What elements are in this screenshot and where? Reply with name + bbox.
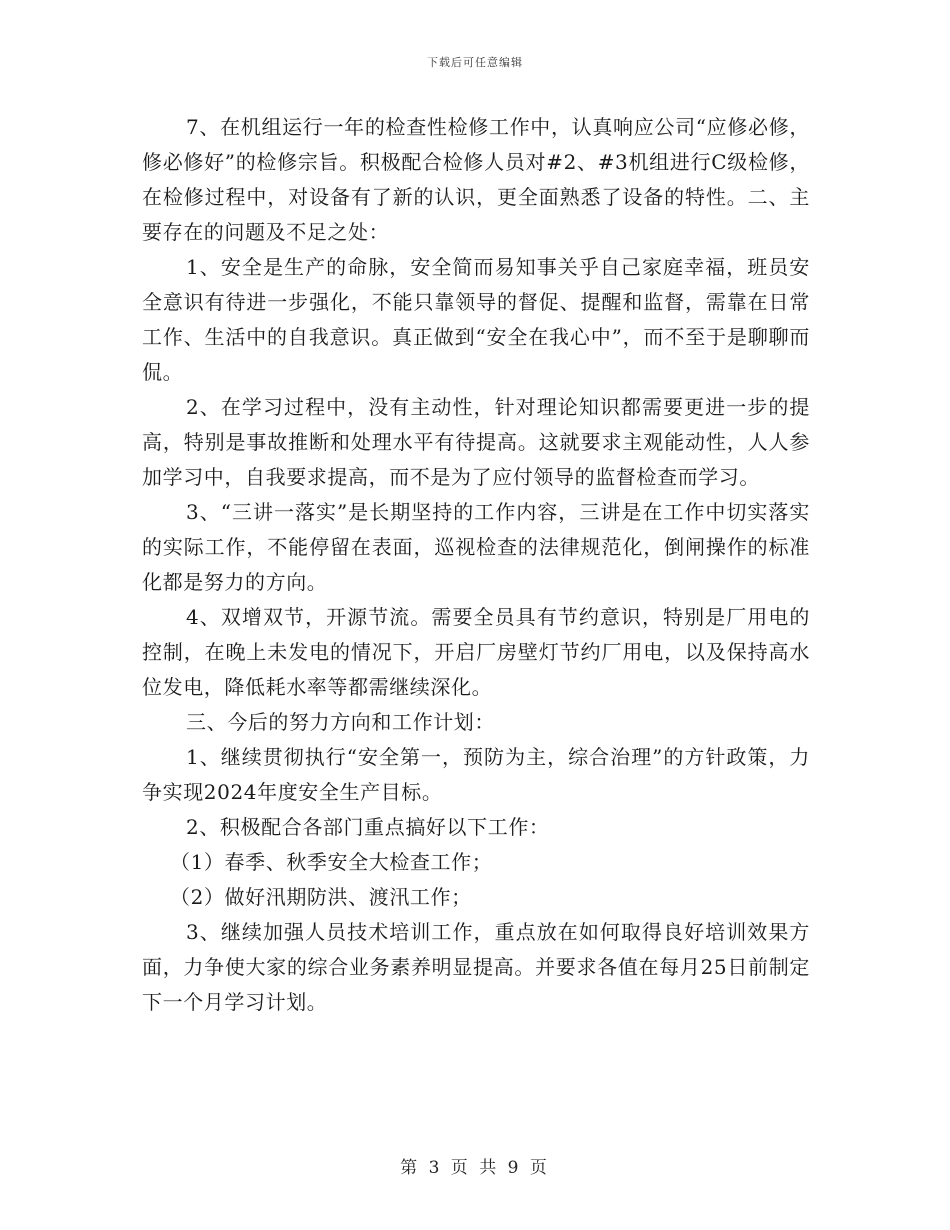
paragraph-safety-policy: 1、继续贯彻执行“安全第一，预防为主，综合治理”的方针政策，力争实现2024年度安全生产目标。: [142, 745, 810, 804]
page-number: 第 3 页 共 9 页: [400, 1158, 550, 1178]
paragraph-three-talks: 3、“三讲一落实”是长期坚持的工作内容，三讲是在工作中切实落实的实际工作，不能停留在表面，巡视检查的法律规范化，倒闸操作的标准化都是努力的方向。: [142, 500, 810, 594]
page-header: 下载后可任意编辑: [427, 56, 523, 69]
paragraph-cooperation: 2、积极配合各部门重点搞好以下工作：: [186, 815, 550, 839]
paragraph-training: 3、继续加强人员技术培训工作，重点放在如何取得良好培训效果方面，力争使大家的综合业务素养明显提高。并要求各值在每月25日前制定下一个月学习计划。: [142, 920, 810, 1014]
section-heading-plan: 三、今后的努力方向和工作计划：: [186, 710, 495, 734]
paragraph-safety-issue: 1、安全是生产的命脉，安全简而易知事关乎自己家庭幸福，班员安全意识有待进一步强化，不能只靠领导的督促、提醒和监督，需靠在日常工作、生活中的自我意识。真正做到“安全在我心中”，而不至于是聊聊而侃。: [142, 255, 810, 384]
paragraph-maintenance: 7、在机组运行一年的检查性检修工作中，认真响应公司“应修必修，修必修好”的检修宗旨。积极配合检修人员对#2、#3机组进行C级检修，在检修过程中，对设备有了新的认识，更全面熟悉了设备的特性。二、主要存在的问题及不足之处：: [142, 115, 810, 244]
paragraph-learning-issue: 2、在学习过程中，没有主动性，针对理论知识都需要更进一步的提高，特别是事故推断和处理水平有待提高。这就要求主观能动性，人人参加学习中，自我要求提高，而不是为了应付领导的监督检查而学习。: [142, 395, 810, 489]
list-item-inspection: （1）春季、秋季安全大检查工作；: [170, 850, 493, 874]
list-item-flood-control: （2）做好汛期防洪、渡汛工作；: [170, 885, 472, 909]
document-body: [142, 110, 810, 1020]
paragraph-energy-saving: 4、双增双节，开源节流。需要全员具有节约意识，特别是厂用电的控制，在晚上未发电的情况下，开启厂房壁灯节约厂用电，以及保持高水位发电，降低耗水率等都需继续深化。: [142, 605, 810, 699]
